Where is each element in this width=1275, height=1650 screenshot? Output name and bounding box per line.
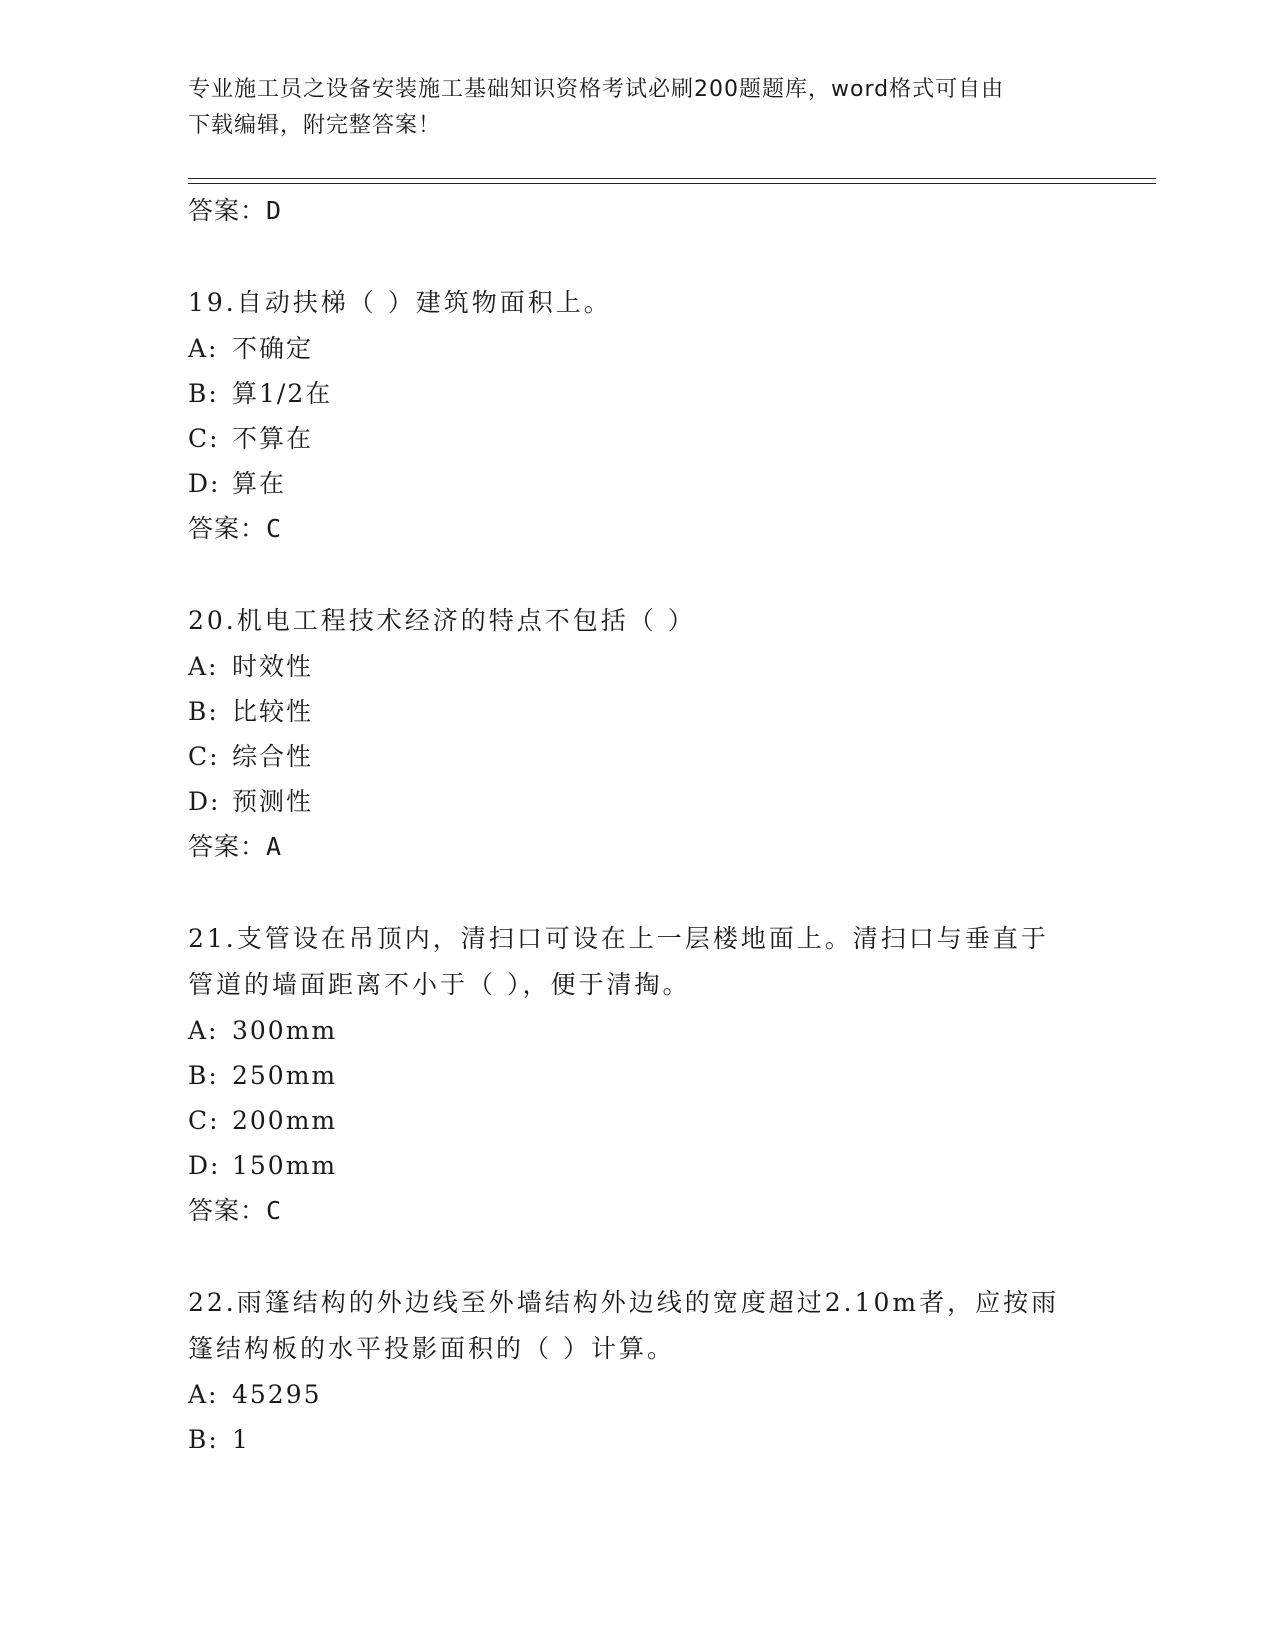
header-divider [188, 178, 1156, 179]
answer-line: 答案：C [188, 514, 283, 543]
option-letter: D: [188, 787, 221, 816]
document-header [188, 72, 1088, 144]
option-letter: D: [188, 1151, 221, 1180]
answer-line: 答案：C [188, 1196, 283, 1225]
option-letter: A: [188, 1380, 219, 1409]
option-text: 不确定 [232, 334, 314, 363]
option-a [188, 326, 1088, 371]
option-text: 1 [232, 1425, 250, 1454]
question-19 [188, 280, 1088, 552]
option-letter: C: [188, 424, 220, 453]
option-text: 200mm [232, 1106, 338, 1135]
option-text: 比较性 [232, 697, 314, 726]
option-letter: D: [188, 469, 221, 498]
option-a [188, 1008, 1088, 1053]
question-stem-continued: 管道的墙面距离不小于（ ），便于清掏。 [188, 970, 691, 999]
option-d [188, 1143, 1088, 1188]
option-text: 150mm [232, 1151, 338, 1180]
option-text: 综合性 [232, 742, 314, 771]
option-b [188, 1417, 1088, 1462]
option-text: 45295 [232, 1380, 322, 1409]
option-letter: A: [188, 1016, 219, 1045]
option-text: 不算在 [232, 424, 314, 453]
question-22 [188, 1280, 1088, 1462]
option-letter: B: [188, 379, 219, 408]
header-intro-line-1: 专业施工员之设备安装施工基础知识资格考试必刷200题题库，word格式可自由 [188, 77, 1005, 102]
option-letter: C: [188, 742, 220, 771]
question-stem: 22.雨篷结构的外边线至外墙结构外边线的宽度超过2.10m者，应按雨 [188, 1288, 1060, 1317]
question-20 [188, 598, 1088, 870]
question-stem: 19.自动扶梯（ ）建筑物面积上。 [188, 288, 612, 317]
option-text: 算在 [232, 469, 287, 498]
question-list [188, 188, 1088, 1462]
option-b [188, 371, 1088, 416]
option-d [188, 461, 1088, 506]
question-stem-continued: 篷结构板的水平投影面积的（ ）计算。 [188, 1334, 675, 1363]
option-letter: B: [188, 697, 219, 726]
option-b [188, 1053, 1088, 1098]
option-c [188, 734, 1088, 779]
option-text: 算1/2在 [232, 379, 333, 408]
question-stem: 21.支管设在吊顶内，清扫口可设在上一层楼地面上。清扫口与垂直于 [188, 924, 1049, 953]
option-letter: A: [188, 334, 219, 363]
option-b [188, 689, 1088, 734]
option-d [188, 779, 1088, 824]
option-a [188, 644, 1088, 689]
header-intro-line-2: 下载编辑，附完整答案！ [188, 113, 442, 138]
option-c [188, 1098, 1088, 1143]
option-text: 预测性 [232, 787, 314, 816]
option-letter: B: [188, 1425, 219, 1454]
option-text: 时效性 [232, 652, 314, 681]
option-text: 300mm [232, 1016, 338, 1045]
option-a [188, 1372, 1088, 1417]
option-text: 250mm [232, 1061, 338, 1090]
answer-line: 答案：A [188, 832, 283, 861]
option-letter: B: [188, 1061, 219, 1090]
header-divider-double [188, 183, 1156, 184]
option-c [188, 416, 1088, 461]
option-letter: C: [188, 1106, 220, 1135]
answer-line: 答案：D [188, 196, 283, 225]
option-letter: A: [188, 652, 219, 681]
question-stem: 20.机电工程技术经济的特点不包括（ ） [188, 606, 696, 635]
question-21 [188, 916, 1088, 1234]
